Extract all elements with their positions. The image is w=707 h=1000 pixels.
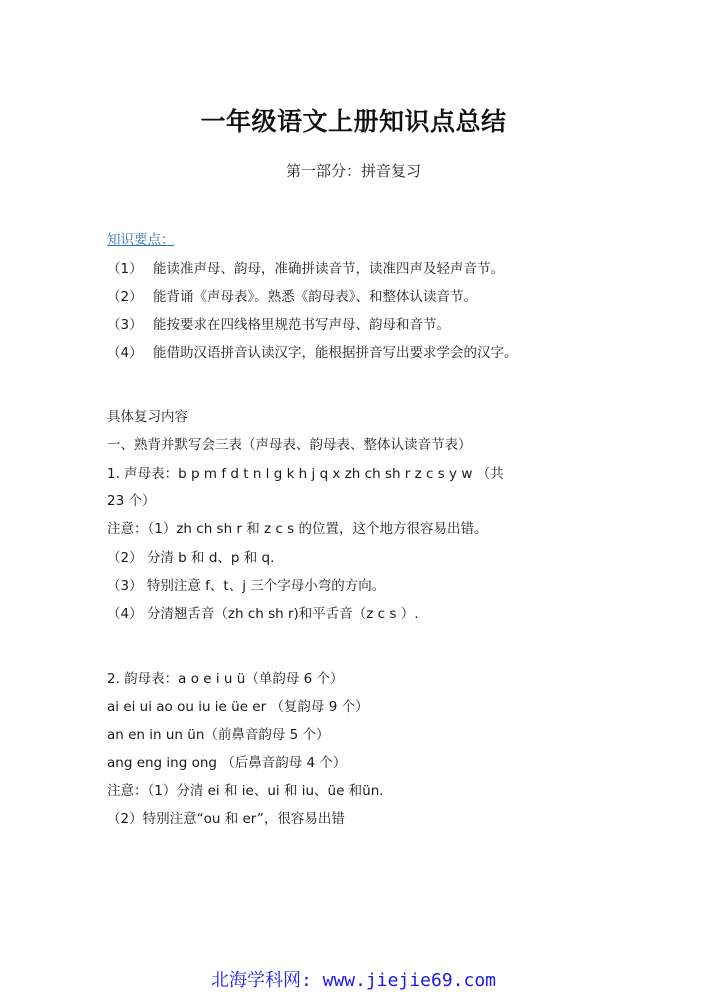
key-point-text: 能读准声母、韵母，准确拼读音节，读准四声及轻声音节。 xyxy=(153,261,504,277)
note-line: （3） 特别注意 f、t、j 三个字母小弯的方向。 xyxy=(107,578,386,594)
key-point-item xyxy=(107,343,518,363)
document-subtitle: 第一部分：拼音复习 xyxy=(285,162,421,180)
footer-watermark[interactable]: 北海学科网: www.jiejie69.com xyxy=(210,970,497,991)
finals-back-nasal-line: ang eng ing ong （后鼻音韵母 4 个） xyxy=(107,755,347,771)
key-point-item xyxy=(107,287,477,307)
key-point-item xyxy=(107,315,450,335)
section-one-heading: 一、熟背并默写会三表（声母表、韵母表、整体认读音节表） xyxy=(107,437,472,453)
finals-table-line: 2. 韵母表：a o e i u ü（单韵母 6 个） xyxy=(107,671,344,687)
key-point-number: （1） xyxy=(107,261,143,277)
key-point-text: 能背诵《声母表》。熟悉《韵母表》、和整体认读音节。 xyxy=(153,289,477,305)
finals-compound-line: ai ei ui ao ou iu ie üe er （复韵母 9 个） xyxy=(107,699,369,715)
note-line: （4） 分清翘舌音（zh ch sh r)和平舌音（z c s ）. xyxy=(107,606,419,622)
key-point-number: （4） xyxy=(107,345,143,361)
key-points-heading: 知识要点： xyxy=(107,232,175,248)
note-line: （2） 分清 b 和 d、p 和 q. xyxy=(107,550,275,566)
finals-front-nasal-line: an en in un ün（前鼻音韵母 5 个） xyxy=(107,727,330,743)
key-point-number: （3） xyxy=(107,317,143,333)
initials-table-line: 1. 声母表：b p m f d t n l g k h j q x zh ch sh r z c s y w （共 xyxy=(107,466,504,482)
key-point-item xyxy=(107,259,504,279)
key-point-text: 能按要求在四线格里规范书写声母、韵母和音节。 xyxy=(153,317,450,333)
document-title: 一年级语文上册知识点总结 xyxy=(200,107,507,136)
note-line: （2）特别注意“ou 和 er”，很容易出错 xyxy=(107,811,345,827)
initials-count-line: 23 个） xyxy=(107,493,156,509)
review-heading: 具体复习内容 xyxy=(107,409,188,425)
note-line: 注意：（1）zh ch sh r 和 z c s 的位置，这个地方很容易出错。 xyxy=(107,521,488,537)
note-line: 注意：（1）分清 ei 和 ie、ui 和 iu、üe 和ün. xyxy=(107,783,384,799)
key-point-text: 能借助汉语拼音认读汉字，能根据拼音写出要求学会的汉字。 xyxy=(153,345,518,361)
key-point-number: （2） xyxy=(107,289,143,305)
